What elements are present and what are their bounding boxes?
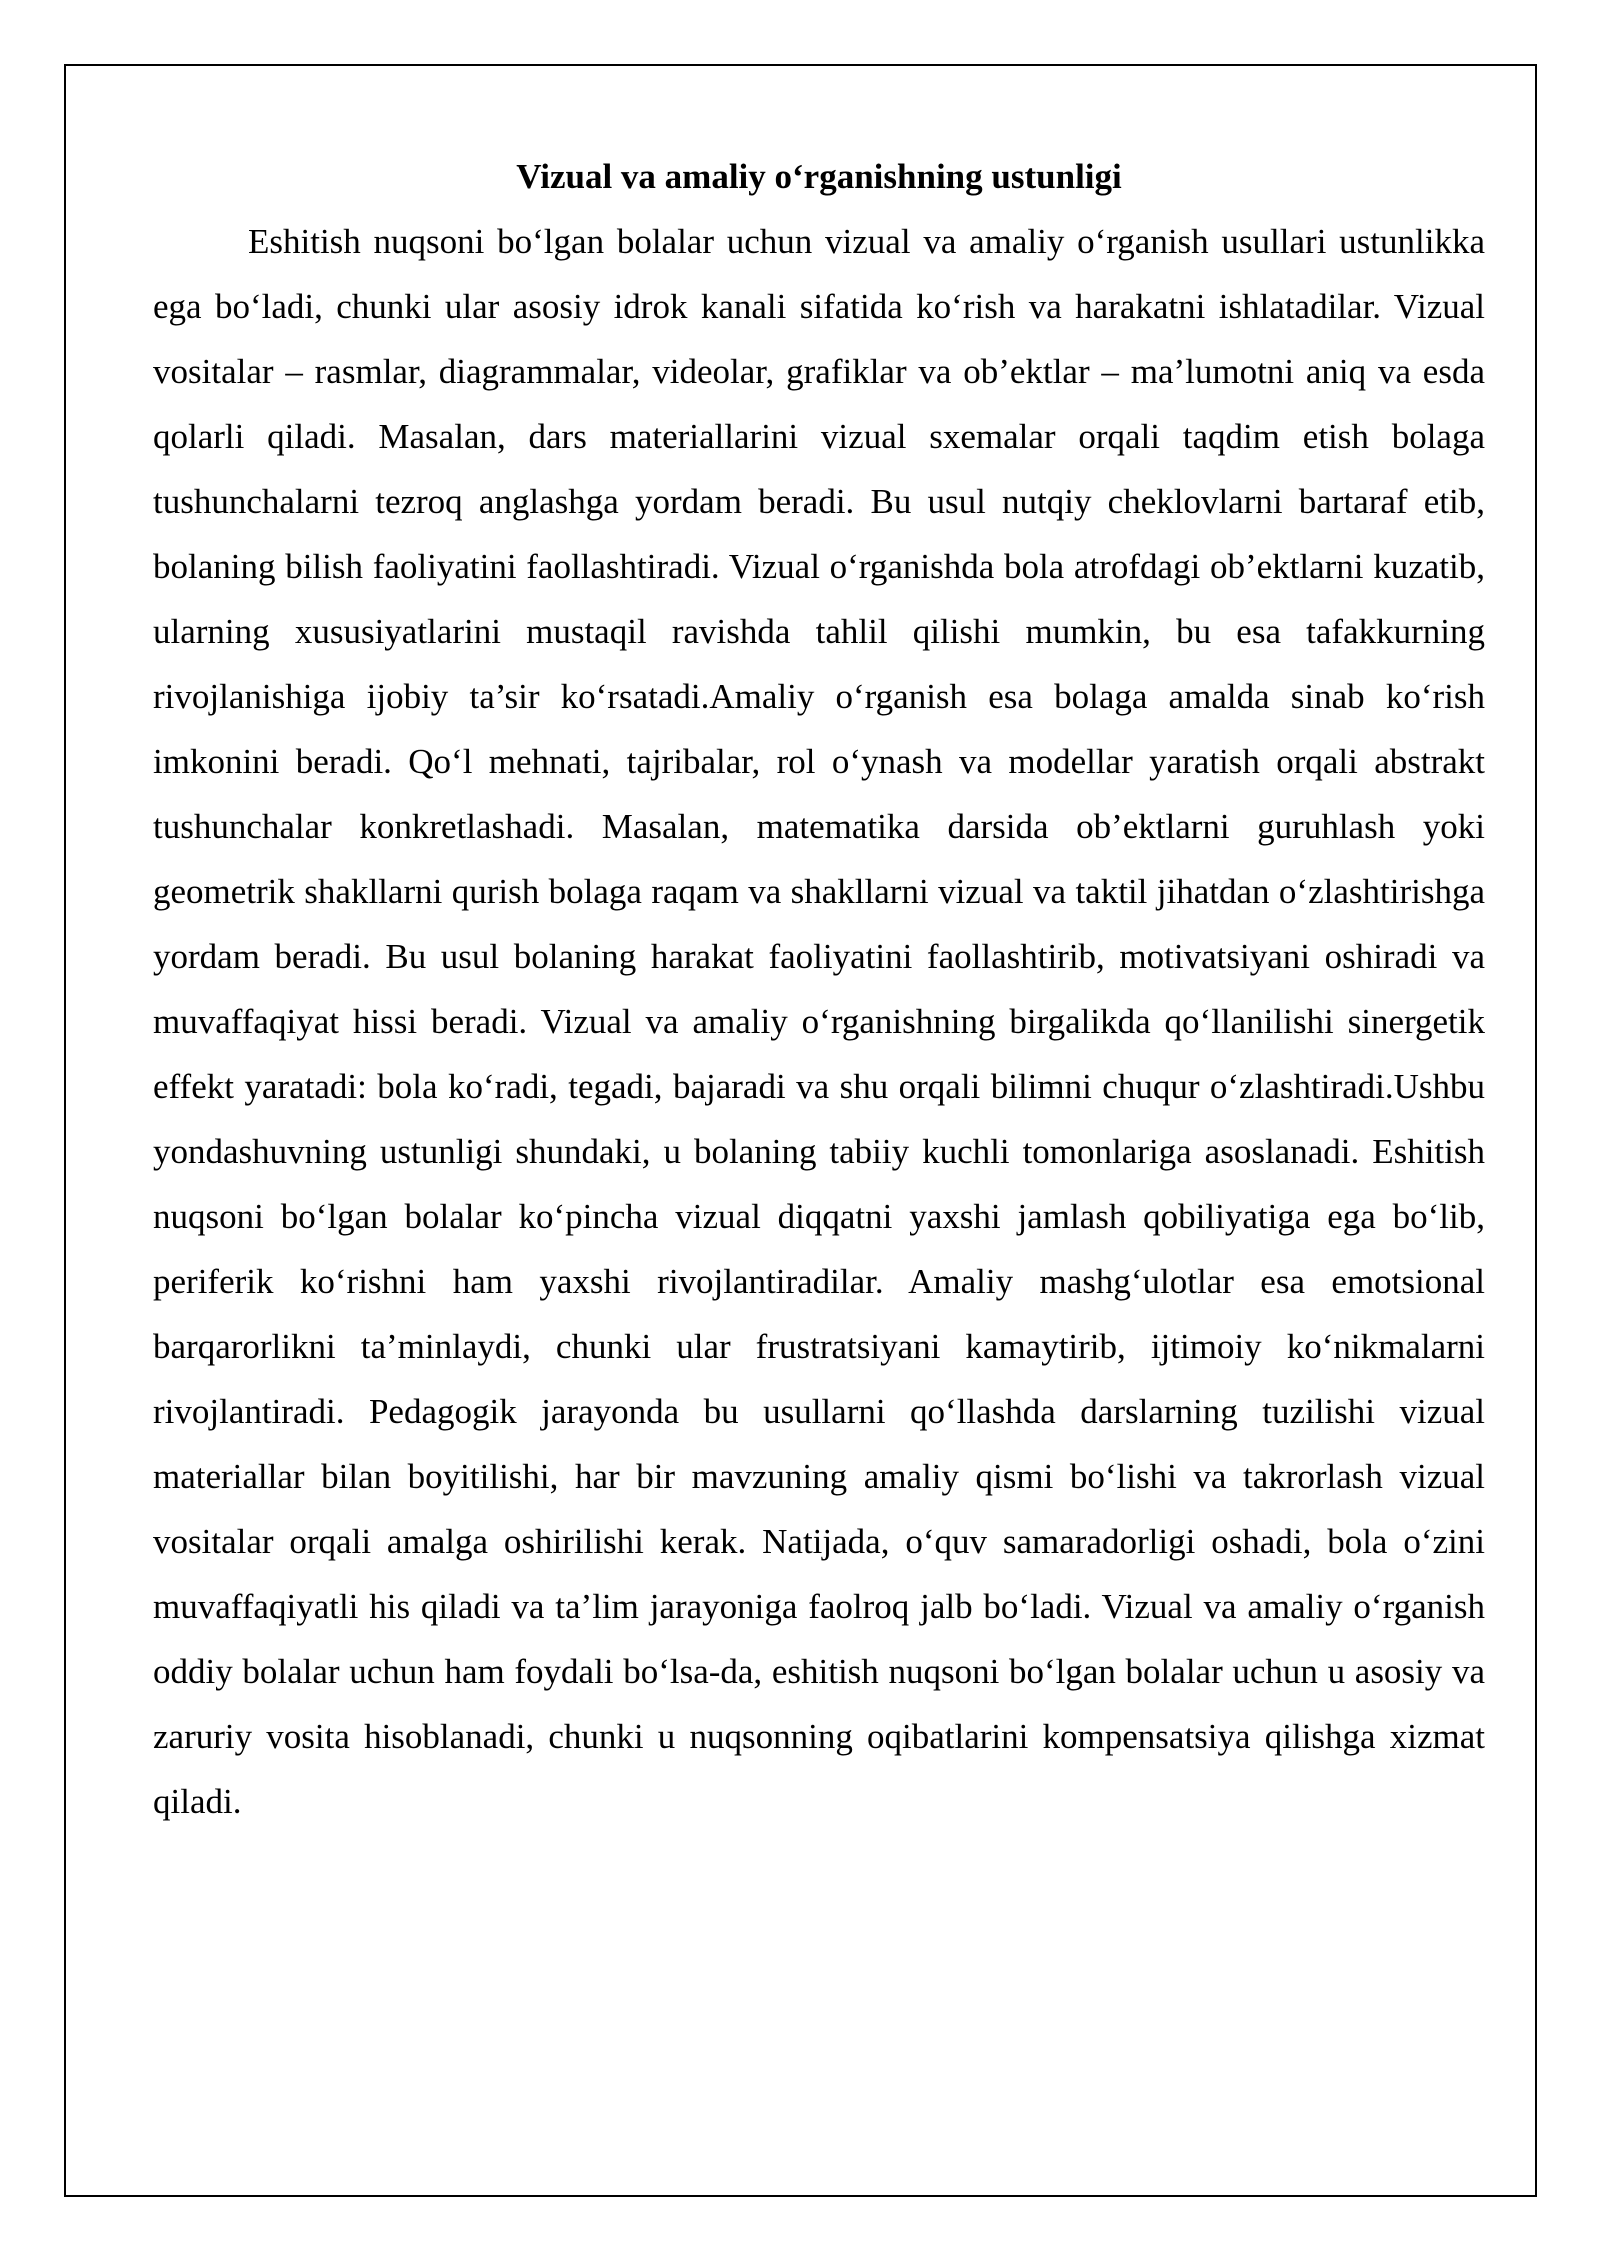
document-body-paragraph: Eshitish nuqsoni bo‘lgan bolalar uchun vizual va amaliy o‘rganish usullari ustunlikka ega bo‘ladi, chunki ular asosiy idrok kanali sifatida ko‘rish va harakatni ishlatadilar. Vizual vositalar – rasmlar, diagrammalar, videolar, grafiklar va ob’ektlar – ma’lumotni aniq va esda qolarli qiladi. Masalan, dars materiallarini vizual sxemalar orqali taqdim etish bolaga tushunchalarni tezroq anglashga yordam beradi. Bu usul nutqiy cheklovlarni bartaraf etib, bolaning bilish faoliyatini faollashtiradi. Vizual o‘rganishda bola atrofdagi ob’ektlarni kuzatib, ularning xususiyatlarini mustaqil ravishda tahlil qilishi mumkin, bu esa tafakkurning rivojlanishiga ijobiy ta’sir ko‘rsatadi.Amaliy o‘rganish esa bolaga amalda sinab ko‘rish imkonini beradi. Qo‘l mehnati, tajribalar, rol o‘ynash va modellar yaratish orqali abstrakt tushunchalar konkretlashadi. Masalan, matematika darsida ob’ektlarni guruhlash yoki geometrik shakllarni qurish bolaga raqam va shakllarni vizual va taktil jihatdan o‘zlashtirishga yordam beradi. Bu usul bolaning harakat faoliyatini faollashtirib, motivatsiyani oshiradi va muvaffaqiyat hissi beradi. Vizual va amaliy o‘rganishning birgalikda qo‘llanilishi sinergetik effekt yaratadi: bola ko‘radi, tegadi, bajaradi va shu orqali bilimni chuqur o‘zlashtiradi.Ushbu yondashuvning ustunligi shundaki, u bolaning tabiiy kuchli tomonlariga asoslanadi. Eshitish nuqsoni bo‘lgan bolalar ko‘pincha vizual diqqatni yaxshi jamlash qobiliyatiga ega bo‘lib, periferik ko‘rishni ham yaxshi rivojlantiradilar. Amaliy mashg‘ulotlar esa emotsional barqarorlikni ta’minlaydi, chunki ular frustratsiyani kamaytirib, ijtimoiy ko‘nikmalarni rivojlantiradi. Pedagogik jarayonda bu usullarni qo‘llashda darslarning tuzilishi vizual materiallar bilan boyitilishi, har bir mavzuning amaliy qismi bo‘lishi va takrorlash vizual vositalar orqali amalga oshirilishi kerak. Natijada, o‘quv samaradorligi oshadi, bola o‘zini muvaffaqiyatli his qiladi va ta’lim jarayoniga faolroq jalb bo‘ladi. Vizual va amaliy o‘rganish oddiy bolalar uchun ham foydali bo‘lsa-da, eshitish nuqsoni bo‘lgan bolalar uchun u asosiy va zaruriy vosita hisoblanadi, chunki u nuqsonning oqibatlarini kompensatsiya qilishga xizmat qiladi. [153, 222, 1485, 1821]
document-content [153, 144, 1485, 1834]
document-title: Vizual va amaliy o‘rganishning ustunligi [516, 157, 1122, 196]
